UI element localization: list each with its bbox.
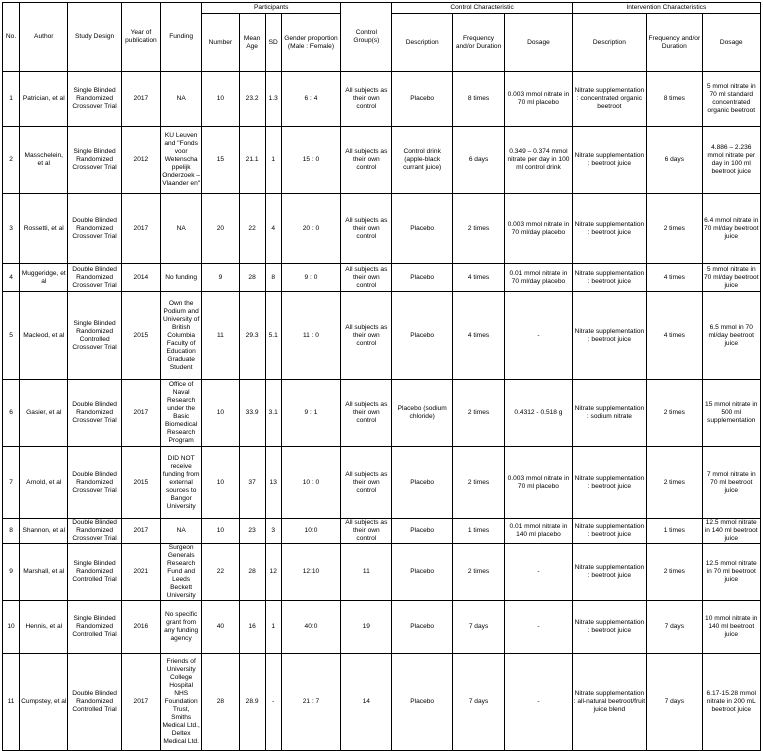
cell-author: Gasier, et al (20, 380, 68, 447)
cell-year: 2017 (121, 194, 160, 264)
header-gender: Gender proportion (Male : Female) (281, 14, 340, 72)
cell-design: Double Blinded Randomized Crossover Trial (68, 519, 121, 544)
cell-age: 28.9 (239, 654, 265, 751)
cell-i-dose: 5 mmol nitrate in 70 ml standard concentrated organic beetroot (702, 72, 761, 127)
cell-age: 28 (239, 544, 265, 601)
cell-funding: KU Leuven and "Fonds voor Wetenscha ppelijk Onderzoek –Vlaander en" (161, 127, 202, 194)
cell-c-desc: Placebo (392, 654, 452, 751)
cell-i-freq: 8 times (647, 72, 702, 127)
table-row (3, 194, 761, 264)
cell-gender: 40:0 (281, 601, 340, 654)
cell-design: Single Blinded Randomized Controlled Trial (68, 601, 121, 654)
cell-control: All subjects as their own control (341, 127, 392, 194)
cell-c-desc: Placebo (392, 601, 452, 654)
cell-no: 5 (3, 292, 20, 380)
cell-control: All subjects as their own control (341, 264, 392, 292)
cell-funding: Friends of University College Hospital NHS Foundation Trust, Smiths Medical Ltd., Deltex Medical Ltd. (161, 654, 202, 751)
cell-control: All subjects as their own control (341, 72, 392, 127)
header-intervention-dosage: Dosage (702, 14, 761, 72)
cell-gender: 15 : 0 (281, 127, 340, 194)
cell-number: 22 (202, 544, 239, 601)
cell-year: 2016 (121, 601, 160, 654)
cell-year: 2017 (121, 380, 160, 447)
cell-design: Double Blinded Randomized Controlled Trial (68, 654, 121, 751)
cell-no: 9 (3, 544, 20, 601)
cell-i-freq: 2 times (647, 447, 702, 519)
cell-c-dose: 0.003 mmol nitrate in 70 ml placebo (505, 72, 572, 127)
header-control-dosage: Dosage (505, 14, 572, 72)
cell-c-freq: 7 days (452, 601, 504, 654)
cell-funding: Surgeon Generals Research Fund and Leeds Beckett University (161, 544, 202, 601)
cell-design: Double Blinded Randomized Crossover Trial (68, 447, 121, 519)
cell-c-desc: Placebo (sodium chloride) (392, 380, 452, 447)
cell-age: 28 (239, 264, 265, 292)
cell-i-dose: 4.886 – 2.236 mmol nitrate per day in 100 ml beetroot juice (702, 127, 761, 194)
cell-i-freq: 6 days (647, 127, 702, 194)
cell-funding: Own the Podium and University of British Columbia Faculty of Education Graduate Student (161, 292, 202, 380)
cell-no: 3 (3, 194, 20, 264)
cell-c-desc: Placebo (392, 544, 452, 601)
header-study-design: Study Design (68, 3, 121, 72)
cell-i-freq: 7 days (647, 654, 702, 751)
cell-i-dose: 6.5 mmol in 70 ml/day beetroot juice (702, 292, 761, 380)
cell-funding: No specific grant from any funding agency (161, 601, 202, 654)
cell-author: Masschelein, et al (20, 127, 68, 194)
cell-no: 1 (3, 72, 20, 127)
table-row (3, 654, 761, 751)
cell-funding: DID NOT receive funding from external sources to Bangor University (161, 447, 202, 519)
cell-number: 15 (202, 127, 239, 194)
cell-i-desc: Nitrate supplementation : beetroot juice (572, 519, 646, 544)
cell-c-desc: Placebo (392, 447, 452, 519)
cell-i-desc: Nitrate supplementation : beetroot juice (572, 601, 646, 654)
cell-c-dose: - (505, 544, 572, 601)
header-number: Number (202, 14, 239, 72)
cell-year: 2015 (121, 292, 160, 380)
header-funding: Funding (161, 3, 202, 72)
cell-sd: 8 (265, 264, 281, 292)
cell-c-desc: Placebo (392, 194, 452, 264)
cell-design: Double Blinded Randomized Crossover Trial (68, 380, 121, 447)
cell-number: 28 (202, 654, 239, 751)
cell-design: Single Blinded Randomized Controlled Trial (68, 544, 121, 601)
cell-design: Single Blinded Randomized Crossover Trial (68, 72, 121, 127)
cell-c-freq: 2 times (452, 380, 504, 447)
cell-sd: 13 (265, 447, 281, 519)
cell-c-dose: 0.003 mmol nitrate in 70 ml/day placebo (505, 194, 572, 264)
cell-number: 10 (202, 447, 239, 519)
cell-design: Double Blinded Randomized Crossover Trial (68, 264, 121, 292)
cell-i-desc: Nitrate supplementation : beetroot juice (572, 292, 646, 380)
cell-control: All subjects as their own control (341, 447, 392, 519)
cell-author: Hennis, et al (20, 601, 68, 654)
cell-gender: 9 : 1 (281, 380, 340, 447)
cell-i-desc: Nitrate supplementation : beetroot juice (572, 264, 646, 292)
cell-i-dose: 7 mmol nitrate in 70 ml beetroot juice (702, 447, 761, 519)
cell-no: 11 (3, 654, 20, 751)
cell-no: 10 (3, 601, 20, 654)
cell-i-freq: 2 times (647, 544, 702, 601)
cell-i-dose: 10 mmol nitrate in 140 ml beetroot juice (702, 601, 761, 654)
cell-year: 2014 (121, 264, 160, 292)
table-row (3, 447, 761, 519)
cell-author: Shannon, et al (20, 519, 68, 544)
cell-funding: NA (161, 519, 202, 544)
table-row (3, 601, 761, 654)
cell-author: Arnold, et al (20, 447, 68, 519)
cell-c-freq: 4 times (452, 292, 504, 380)
cell-gender: 20 : 0 (281, 194, 340, 264)
cell-author: Rossetti, et al (20, 194, 68, 264)
cell-i-freq: 4 times (647, 264, 702, 292)
header-control-groups: Control Group(s) (341, 3, 392, 72)
cell-gender: 9 : 0 (281, 264, 340, 292)
table-row (3, 519, 761, 544)
cell-c-freq: 2 times (452, 447, 504, 519)
cell-age: 23.2 (239, 72, 265, 127)
header-intervention-frequency: Frequency and/or Duration (647, 14, 702, 72)
cell-funding: NA (161, 72, 202, 127)
cell-control: All subjects as their own control (341, 519, 392, 544)
cell-sd: 1 (265, 601, 281, 654)
cell-c-freq: 1 times (452, 519, 504, 544)
study-characteristics-table (2, 2, 761, 751)
cell-number: 40 (202, 601, 239, 654)
cell-c-freq: 6 days (452, 127, 504, 194)
cell-i-dose: 12.5 mmol nitrate in 70 ml beetroot juice (702, 544, 761, 601)
cell-gender: 10 : 0 (281, 447, 340, 519)
cell-sd: 12 (265, 544, 281, 601)
table-row (3, 72, 761, 127)
cell-c-dose: 0.4312 - 0.518 g (505, 380, 572, 447)
header-author: Author (20, 3, 68, 72)
header-row-top (3, 3, 761, 14)
cell-number: 10 (202, 519, 239, 544)
cell-age: 16 (239, 601, 265, 654)
cell-control: 11 (341, 544, 392, 601)
cell-no: 6 (3, 380, 20, 447)
table-row (3, 264, 761, 292)
cell-c-desc: Placebo (392, 264, 452, 292)
cell-gender: 12:10 (281, 544, 340, 601)
cell-i-desc: Nitrate supplementation : sodium nitrate (572, 380, 646, 447)
cell-i-freq: 2 times (647, 194, 702, 264)
cell-funding: No funding (161, 264, 202, 292)
header-sd: SD (265, 14, 281, 72)
cell-design: Single Blinded Randomized Crossover Trial (68, 127, 121, 194)
table-body (3, 72, 761, 751)
cell-number: 10 (202, 380, 239, 447)
cell-sd: 3.1 (265, 380, 281, 447)
cell-gender: 10:0 (281, 519, 340, 544)
cell-c-dose: - (505, 292, 572, 380)
cell-i-dose: 6.17-15.28 mmol nitrate in 200 mL beetroot juice (702, 654, 761, 751)
cell-i-desc: Nitrate supplementation : beetroot juice (572, 194, 646, 264)
cell-c-dose: 0.003 mmol nitrate in 70 ml placebo (505, 447, 572, 519)
cell-c-desc: Control drink (apple-black currant juice) (392, 127, 452, 194)
cell-i-dose: 5 mmol nitrate in 70 ml/day beetroot juice (702, 264, 761, 292)
header-intervention-characteristics: Intervention Characteristics (572, 3, 760, 14)
cell-c-dose: - (505, 601, 572, 654)
header-control-frequency: Frequency and/or Duration (452, 14, 504, 72)
cell-i-desc: Nitrate supplementation : all-natural beetroot/fruit juice blend (572, 654, 646, 751)
cell-year: 2021 (121, 544, 160, 601)
cell-number: 9 (202, 264, 239, 292)
cell-age: 21.1 (239, 127, 265, 194)
cell-c-dose: 0.01 mmol nitrate in 140 ml placebo (505, 519, 572, 544)
cell-author: Marshall, et al (20, 544, 68, 601)
cell-sd: 1 (265, 127, 281, 194)
cell-no: 4 (3, 264, 20, 292)
cell-age: 33.9 (239, 380, 265, 447)
cell-gender: 6 : 4 (281, 72, 340, 127)
cell-design: Single Blinded Randomized Controlled Crossover Trial (68, 292, 121, 380)
cell-sd: 1.3 (265, 72, 281, 127)
cell-design: Double Blinded Randomized Crossover Trial (68, 194, 121, 264)
cell-no: 7 (3, 447, 20, 519)
cell-control: 19 (341, 601, 392, 654)
header-participants: Participants (202, 3, 341, 14)
cell-author: Cumpstey, et al (20, 654, 68, 751)
cell-author: Macleod, et al (20, 292, 68, 380)
cell-age: 37 (239, 447, 265, 519)
header-control-characteristic: Control Characteristic (392, 3, 572, 14)
table-row (3, 544, 761, 601)
cell-c-desc: Placebo (392, 519, 452, 544)
cell-i-desc: Nitrate supplementation : concentrated organic beetroot (572, 72, 646, 127)
cell-sd: 5.1 (265, 292, 281, 380)
cell-i-dose: 15 mmol nitrate in 500 ml supplementation (702, 380, 761, 447)
table-row (3, 292, 761, 380)
cell-gender: 11 : 0 (281, 292, 340, 380)
cell-year: 2012 (121, 127, 160, 194)
table-row (3, 127, 761, 194)
cell-number: 11 (202, 292, 239, 380)
cell-funding: NA (161, 194, 202, 264)
cell-c-desc: Placebo (392, 72, 452, 127)
cell-number: 20 (202, 194, 239, 264)
header-mean-age: Mean Age (239, 14, 265, 72)
cell-c-freq: 2 times (452, 544, 504, 601)
cell-i-freq: 7 days (647, 601, 702, 654)
cell-i-desc: Nitrate supplementation : beetroot juice (572, 447, 646, 519)
cell-year: 2015 (121, 447, 160, 519)
cell-c-dose: 0.349 – 0.374 mmol nitrate per day in 100 ml control drink (505, 127, 572, 194)
cell-author: Muggeridge, et al (20, 264, 68, 292)
cell-funding: Office of Naval Research under the Basic Biomedical Research Program (161, 380, 202, 447)
cell-no: 8 (3, 519, 20, 544)
cell-c-freq: 2 times (452, 194, 504, 264)
cell-number: 10 (202, 72, 239, 127)
cell-sd: 3 (265, 519, 281, 544)
cell-control: 14 (341, 654, 392, 751)
cell-gender: 21 : 7 (281, 654, 340, 751)
cell-i-freq: 2 times (647, 380, 702, 447)
header-year: Year of publication (121, 3, 160, 72)
cell-c-dose: - (505, 654, 572, 751)
cell-i-freq: 4 times (647, 292, 702, 380)
cell-c-desc: Placebo (392, 292, 452, 380)
cell-i-desc: Nitrate supplementation : beetroot juice (572, 544, 646, 601)
cell-c-freq: 4 times (452, 264, 504, 292)
cell-c-freq: 7 days (452, 654, 504, 751)
cell-i-freq: 1 times (647, 519, 702, 544)
cell-age: 22 (239, 194, 265, 264)
cell-control: All subjects as their own control (341, 380, 392, 447)
cell-author: Patrician, et al (20, 72, 68, 127)
cell-age: 29.3 (239, 292, 265, 380)
cell-i-dose: 12.5 mmol nitrate in 140 ml beetroot juice (702, 519, 761, 544)
table-row (3, 380, 761, 447)
cell-c-freq: 8 times (452, 72, 504, 127)
cell-sd: 4 (265, 194, 281, 264)
cell-year: 2017 (121, 654, 160, 751)
cell-i-desc: Nitrate supplementation : beetroot juice (572, 127, 646, 194)
header-intervention-description: Description (572, 14, 646, 72)
cell-c-dose: 0.01 mmol nitrate in 70 ml/day placebo (505, 264, 572, 292)
cell-age: 23 (239, 519, 265, 544)
cell-year: 2017 (121, 519, 160, 544)
cell-control: All subjects as their own control (341, 292, 392, 380)
header-no: No. (3, 3, 20, 72)
cell-control: All subjects as their own control (341, 194, 392, 264)
cell-sd: - (265, 654, 281, 751)
cell-i-dose: 6.4 mmol nitrate in 70 ml/day beetroot juice (702, 194, 761, 264)
cell-year: 2017 (121, 72, 160, 127)
header-control-description: Description (392, 14, 452, 72)
cell-no: 2 (3, 127, 20, 194)
